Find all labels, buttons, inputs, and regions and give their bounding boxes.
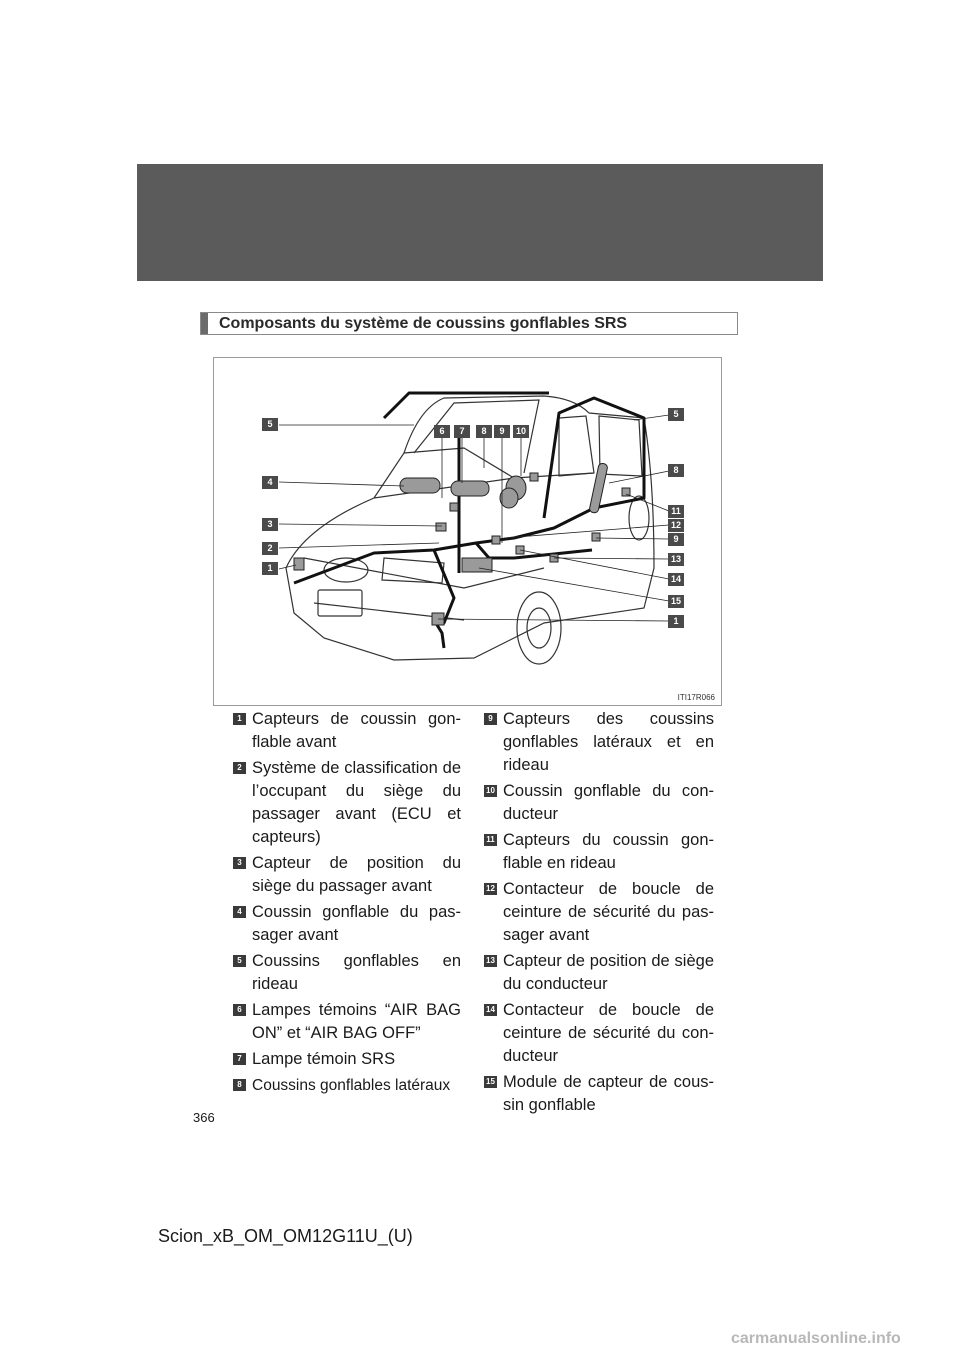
callout-right-12: 12 <box>668 519 684 532</box>
legend-text: Capteurs de coussin gon-flable avant <box>252 710 461 751</box>
callout-right-5: 5 <box>668 408 684 421</box>
legend-number: 2 <box>233 762 246 774</box>
legend-item <box>484 950 714 996</box>
title-accent-bar <box>201 313 208 334</box>
legend-text: Capteur de position de siège du conducteur <box>503 952 714 993</box>
legend-item <box>484 829 714 875</box>
legend-item <box>233 901 461 947</box>
section-title: Composants du système de coussins gonflables SRS <box>219 315 628 332</box>
legend-number: 1 <box>233 713 246 725</box>
callout-right-9: 9 <box>668 533 684 546</box>
legend-number: 11 <box>484 834 497 846</box>
callout-left-2: 2 <box>262 542 278 555</box>
legend-left <box>233 708 461 1100</box>
legend-item <box>484 708 714 777</box>
legend-text: Coussin gonflable du pas-sager avant <box>252 903 461 944</box>
legend-item <box>484 878 714 947</box>
callout-right-11: 11 <box>668 505 684 518</box>
legend-number: 13 <box>484 955 497 967</box>
legend-text: Coussins gonflables en rideau <box>252 952 461 993</box>
legend-text: Coussins gonflables latéraux <box>252 1077 451 1094</box>
legend-item <box>233 708 461 754</box>
legend-text: Contacteur de boucle de ceinture de sécurité du pas-sager avant <box>503 880 714 944</box>
legend-number: 7 <box>233 1053 246 1065</box>
header-band <box>137 164 823 281</box>
legend-text: Capteurs du coussin gon-flable en rideau <box>503 831 714 872</box>
page-number: 366 <box>193 1110 215 1125</box>
legend-item <box>233 1074 461 1097</box>
callout-top-6: 6 <box>434 425 450 438</box>
callout-right-14: 14 <box>668 573 684 586</box>
legend-number: 8 <box>233 1079 246 1091</box>
callout-top-10: 10 <box>513 425 529 438</box>
legend-number: 15 <box>484 1076 497 1088</box>
legend-number: 5 <box>233 955 246 967</box>
legend-number: 10 <box>484 785 497 797</box>
legend-number: 4 <box>233 906 246 918</box>
callout-left-5: 5 <box>262 418 278 431</box>
legend-number: 3 <box>233 857 246 869</box>
section-title-box <box>200 312 738 335</box>
callout-top-8: 8 <box>476 425 492 438</box>
callout-right-15: 15 <box>668 595 684 608</box>
legend-text: Contacteur de boucle de ceinture de sécurité du con-ducteur <box>503 1001 714 1065</box>
legend-item <box>484 999 714 1068</box>
legend-text: Module de capteur de cous-sin gonflable <box>503 1073 714 1114</box>
callout-left-3: 3 <box>262 518 278 531</box>
callout-left-1: 1 <box>262 562 278 575</box>
legend-item <box>233 757 461 849</box>
legend-right <box>484 708 714 1120</box>
legend-text: Coussin gonflable du con-ducteur <box>503 782 714 823</box>
legend-number: 14 <box>484 1004 497 1016</box>
legend-text: Capteurs des coussins gonflables latéraux et en rideau <box>503 710 714 774</box>
legend-item <box>484 1071 714 1117</box>
legend-number: 12 <box>484 883 497 895</box>
legend-number: 9 <box>484 713 497 725</box>
figure-code: ITI17R066 <box>677 693 715 702</box>
legend-item <box>233 999 461 1045</box>
callout-top-9: 9 <box>494 425 510 438</box>
legend-item <box>233 950 461 996</box>
watermark: carmanualsonline.info <box>731 1330 901 1347</box>
car-illustration <box>214 358 721 705</box>
footer-text: Scion_xB_OM_OM12G11U_(U) <box>158 1226 413 1246</box>
legend-item <box>484 780 714 826</box>
legend-number: 6 <box>233 1004 246 1016</box>
callout-right-13: 13 <box>668 553 684 566</box>
legend-text: Lampes témoins “AIR BAG ON” et “AIR BAG OFF” <box>252 1001 461 1042</box>
airbag-diagram <box>213 357 722 706</box>
callout-right-8: 8 <box>668 464 684 477</box>
legend-text: Système de classification de l’occupant du siège du passager avant (ECU et capteurs) <box>252 759 461 846</box>
legend-text: Capteur de position du siège du passager avant <box>252 854 461 895</box>
legend-item <box>233 1048 461 1071</box>
legend-text: Lampe témoin SRS <box>252 1050 396 1068</box>
callout-right-1: 1 <box>668 615 684 628</box>
legend-item <box>233 852 461 898</box>
callout-left-4: 4 <box>262 476 278 489</box>
callout-top-7: 7 <box>454 425 470 438</box>
